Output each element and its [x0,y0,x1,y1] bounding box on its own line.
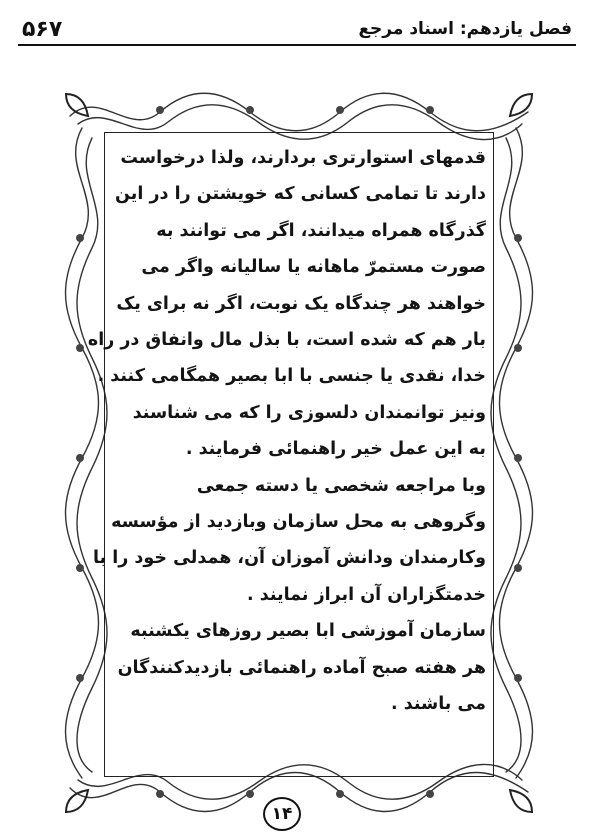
body-line: خدا، نقدی یا جنسی با ابا بصیر همگامی کنند . [97,366,486,387]
footer-page-number: ۱۴ [263,797,301,831]
body-line: گذرگاه همراه میدانند، اگر می توانند به [156,220,486,241]
body-line: خدمتگزاران آن ابراز نمایند . [247,584,486,605]
body-text [87,140,486,723]
header-rule [18,44,576,46]
body-line: سازمان آموزشی ابا بصیر روزهای یکشنبه [130,621,486,642]
body-line: وبا مراجعه شخصی یا دسته جمعی [196,475,486,496]
body-line: وگروهی به محل سازمان وبازدید از مؤسسه [111,512,486,533]
body-line: خواهند هر چندگاه یک نوبت، اگر نه برای یک [116,293,486,314]
page-header [22,14,572,44]
body-line: صورت مستمرّ ماهانه یا سالیانه واگر می [141,257,486,278]
body-line: قدمهای استوارتری بردارند، ولذا درخواست [120,148,486,168]
header-page-number: ۵۶۷ [22,16,63,42]
body-line: وکارمندان ودانش آموزان آن، همدلی خود را با [93,548,486,569]
body-line: هر هفته صبح آماده راهنمائی بازدیدکنندگان [117,657,486,678]
body-line: می باشند . [391,694,486,715]
body-line: به این عمل خیر راهنمائی فرمایند . [185,439,486,460]
body-line: ونیز توانمندان دلسوزی را که می شناسند [132,402,486,423]
body-line: دارند تا تمامی کسانی که خویشتن را در این [115,184,486,205]
chapter-title: فصل یازدهم: اسناد مرجع [358,19,572,39]
body-line: بار هم که شده است، با بذل مال وانفاق در راه [87,330,486,351]
